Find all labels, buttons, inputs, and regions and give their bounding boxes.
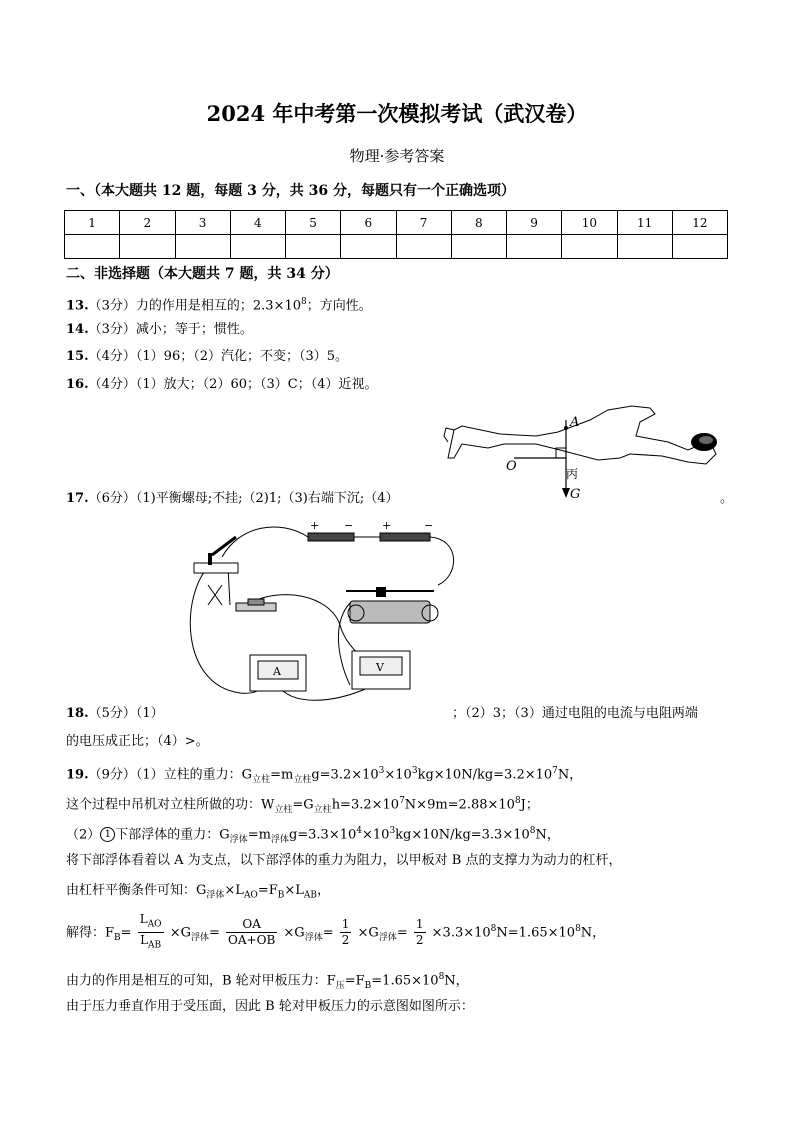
question-19-line8: 由于压力垂直作用于受压面，因此 B 轮对甲板压力的示意图如图所示： xyxy=(66,999,474,1014)
fraction-oa-oaob: $\frac{OA}{OA+OB}$ xyxy=(228,917,276,948)
answer-number-cell: 3 xyxy=(175,211,230,235)
gravity-arrow-icon xyxy=(562,488,570,498)
question-19-line4: 将下部浮体看着以 A 为支点，以下部浮体的重力为阻力，以甲板对 B 点的支撑力为动力的杠杆， xyxy=(66,853,622,868)
answer-blank-cell xyxy=(120,235,175,259)
ammeter xyxy=(250,655,306,691)
answer-number-cell: 9 xyxy=(507,211,562,235)
answer-blank-row xyxy=(65,235,728,259)
label-a: A xyxy=(570,415,580,430)
answer-blank-cell xyxy=(175,235,230,259)
question-19-line2: 这个过程中吊机对立柱所做的功：$W_{立柱}=G_{立柱}h=3.2\times 10^7N\times 9m=2.88\times 10^8J$； xyxy=(66,796,539,815)
answer-number-cell: 5 xyxy=(286,211,341,235)
rheostat xyxy=(346,587,438,623)
question-19-line6: 解得：$F_B=$ $\frac{L_{AO}}{L_{AB}}$ $\times G_{浮体}=$ $\frac{OA}{OA+OB}$ $\times G_{浮体}=$ $\frac{1}{2}$ $\times G_{浮体}=$ $\frac{1}{2}$ $\times 3.3\times 10^8N=1.65\times 10^8N$， xyxy=(66,912,605,954)
answer-blank-cell xyxy=(230,235,285,259)
fraction-half-1: $\frac{1}{2}$ xyxy=(341,917,350,948)
answer-number-cell: 2 xyxy=(120,211,175,235)
question-17: 17.（6分）（1)平衡螺母;不挂;（2)1;（3)右端下沉;（4） xyxy=(66,491,399,506)
answer-table xyxy=(64,210,728,259)
question-18: 18.（5分）（1） xyxy=(66,706,164,721)
question-17-end: 。 xyxy=(720,491,734,506)
svg-text:−: − xyxy=(424,519,434,532)
svg-text:+: + xyxy=(382,519,392,532)
answer-blank-cell xyxy=(507,235,562,259)
section2-heading: 二、非选择题（本大题共 7 题，共 34 分） xyxy=(66,266,339,282)
circled-number: 1 xyxy=(100,827,115,842)
question-15: 15.（4分）（1）96；（2）汽化；不变；（3）5。 xyxy=(66,349,349,364)
question-14: 14.（3分）减小；等于；惯性。 xyxy=(66,322,253,337)
svg-text:A: A xyxy=(273,665,281,678)
answer-blank-cell xyxy=(65,235,120,259)
question-18-cont: ；（2）3；（3）通过电阻的电流与电阻两端 xyxy=(452,706,698,721)
answer-blank-cell xyxy=(341,235,396,259)
question-18-line2: 的电压成正比；（4）>。 xyxy=(66,734,209,749)
circuit-figure xyxy=(180,515,470,715)
page-title: 2024 年中考第一次模拟考试（武汉卷） xyxy=(206,101,588,126)
answer-number-cell: 6 xyxy=(341,211,396,235)
answer-number-cell: 8 xyxy=(451,211,506,235)
answer-blank-cell xyxy=(672,235,727,259)
battery-2 xyxy=(380,519,433,541)
voltmeter xyxy=(352,651,410,689)
question-19-line1: 19.（9分）（1）立柱的重力：$G_{立柱}=m_{立柱}g=3.2\times 10^3\times 10^3kg\times 10N/kg=3.2\times 10^7N$， xyxy=(66,766,583,785)
question-13: 13.（3分）力的作用是相互的；$2.3\times 10^8$；方向性。 xyxy=(66,297,372,314)
question-19-line7: 由力的作用是相互的可知，B 轮对甲板压力：$F_压=F_B=1.65\times 10^8N$， xyxy=(66,972,469,991)
answer-number-cell: 10 xyxy=(562,211,617,235)
page-subtitle: 物理·参考答案 xyxy=(349,147,445,165)
swim-cap xyxy=(691,433,717,451)
svg-text:V: V xyxy=(376,661,384,674)
question-19-line3: （2） 1 下部浮体的重力：$G_{浮体}=m_{浮体}g=3.3\times 10^4\times 10^3kg\times 10N/kg=3.3\times 10^8N$， xyxy=(66,826,560,845)
answer-blank-cell xyxy=(286,235,341,259)
answer-blank-cell xyxy=(396,235,451,259)
fraction-half-2: $\frac{1}{2}$ xyxy=(415,917,424,948)
battery-1 xyxy=(308,519,354,541)
answer-number-cell: 7 xyxy=(396,211,451,235)
answer-number-row xyxy=(65,211,728,235)
swimmer-drawing xyxy=(444,406,716,464)
point-a xyxy=(564,426,568,430)
answer-blank-cell xyxy=(451,235,506,259)
resistor xyxy=(236,599,276,611)
answer-number-cell: 12 xyxy=(672,211,727,235)
answer-blank-cell xyxy=(617,235,672,259)
label-bing: 丙 xyxy=(566,467,579,481)
label-o: O xyxy=(506,459,517,474)
question-16: 16.（4分）（1）放大；（2）60；（3）C；（4）近视。 xyxy=(66,377,378,392)
answer-number-cell: 4 xyxy=(230,211,285,235)
section1-heading: 一、（本大题共 12 题，每题 3 分，共 36 分，每题只有一个正确选项） xyxy=(66,183,515,199)
fraction-lao-lab: $\frac{L_{AO}}{L_{AB}}$ xyxy=(139,912,162,951)
lever-figure xyxy=(440,400,730,510)
svg-text:−: − xyxy=(344,519,354,532)
question-19-line5: 由杠杆平衡条件可知：$G_{浮体}\times L_{AO}=F_B\times L_{AB}$， xyxy=(66,883,331,901)
answer-number-cell: 1 xyxy=(65,211,120,235)
label-g: G xyxy=(570,487,581,502)
knife-switch xyxy=(194,537,238,573)
svg-text:+: + xyxy=(310,519,320,532)
answer-blank-cell xyxy=(562,235,617,259)
answer-number-cell: 11 xyxy=(617,211,672,235)
